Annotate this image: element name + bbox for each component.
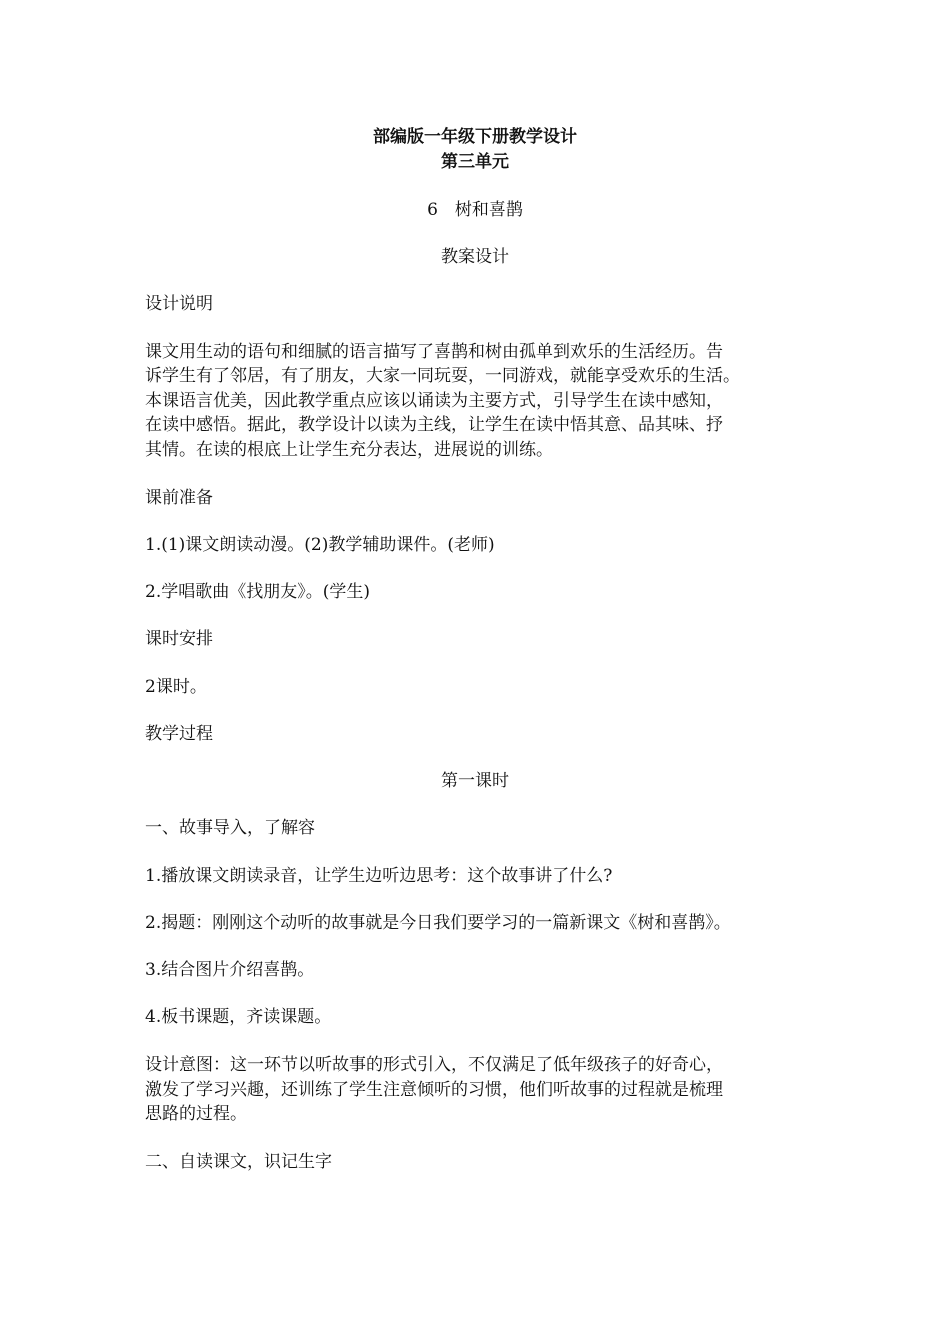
- section1-item: 4.板书课题，齐读课题。: [145, 1007, 332, 1027]
- section1-heading: 一、故事导入，了解容: [145, 818, 315, 838]
- design-intent-line: 设计意图：这一环节以听故事的形式引入，不仅满足了低年级孩子的好奇心，: [145, 1055, 723, 1075]
- prep-item: 2.学唱歌曲《找朋友》。(学生): [145, 582, 370, 602]
- prep-item: 1.(1)课文朗读动漫。(2)教学辅助课件。(老师): [145, 535, 495, 555]
- section1-item: 2.揭题：刚刚这个动听的故事就是今日我们要学习的一篇新课文《树和喜鹊》。: [145, 913, 731, 933]
- prep-heading: 课前准备: [145, 488, 213, 508]
- design-note-line: 本课语言优美，因此教学重点应该以诵读为主要方式，引导学生在读中感知，: [145, 391, 723, 411]
- plan-heading: 教案设计: [441, 247, 509, 267]
- design-note-line: 诉学生有了邻居，有了朋友，大家一同玩耍，一同游戏，就能享受欢乐的生活。: [145, 366, 740, 386]
- section2-heading: 二、自读课文，识记生字: [145, 1152, 332, 1172]
- lesson-title: 6 树和喜鹊: [427, 200, 523, 220]
- section1-item: 3.结合图片介绍喜鹊。: [145, 960, 315, 980]
- design-note-heading: 设计说明: [145, 294, 213, 314]
- design-note-line: 在读中感悟。据此，教学设计以读为主线，让学生在读中悟其意、品其味、抒: [145, 415, 723, 435]
- unit-title: 第三单元: [441, 152, 509, 172]
- process-heading: 教学过程: [145, 724, 213, 744]
- section1-item: 1.播放课文朗读录音，让学生边听边思考：这个故事讲了什么?: [145, 866, 613, 886]
- first-lesson-heading: 第一课时: [441, 771, 509, 791]
- design-intent-line: 激发了学习兴趣，还训练了学生注意倾听的习惯，他们听故事的过程就是梳理: [145, 1080, 723, 1100]
- design-note-line: 其情。在读的根底上让学生充分表达，进展说的训练。: [145, 440, 553, 460]
- design-note-line: 课文用生动的语句和细腻的语言描写了喜鹊和树由孤单到欢乐的生活经历。告: [145, 342, 723, 362]
- document-title: 部编版一年级下册教学设计: [373, 127, 577, 147]
- design-intent-line: 思路的过程。: [145, 1104, 247, 1124]
- schedule-value: 2课时。: [145, 677, 207, 697]
- schedule-heading: 课时安排: [145, 629, 213, 649]
